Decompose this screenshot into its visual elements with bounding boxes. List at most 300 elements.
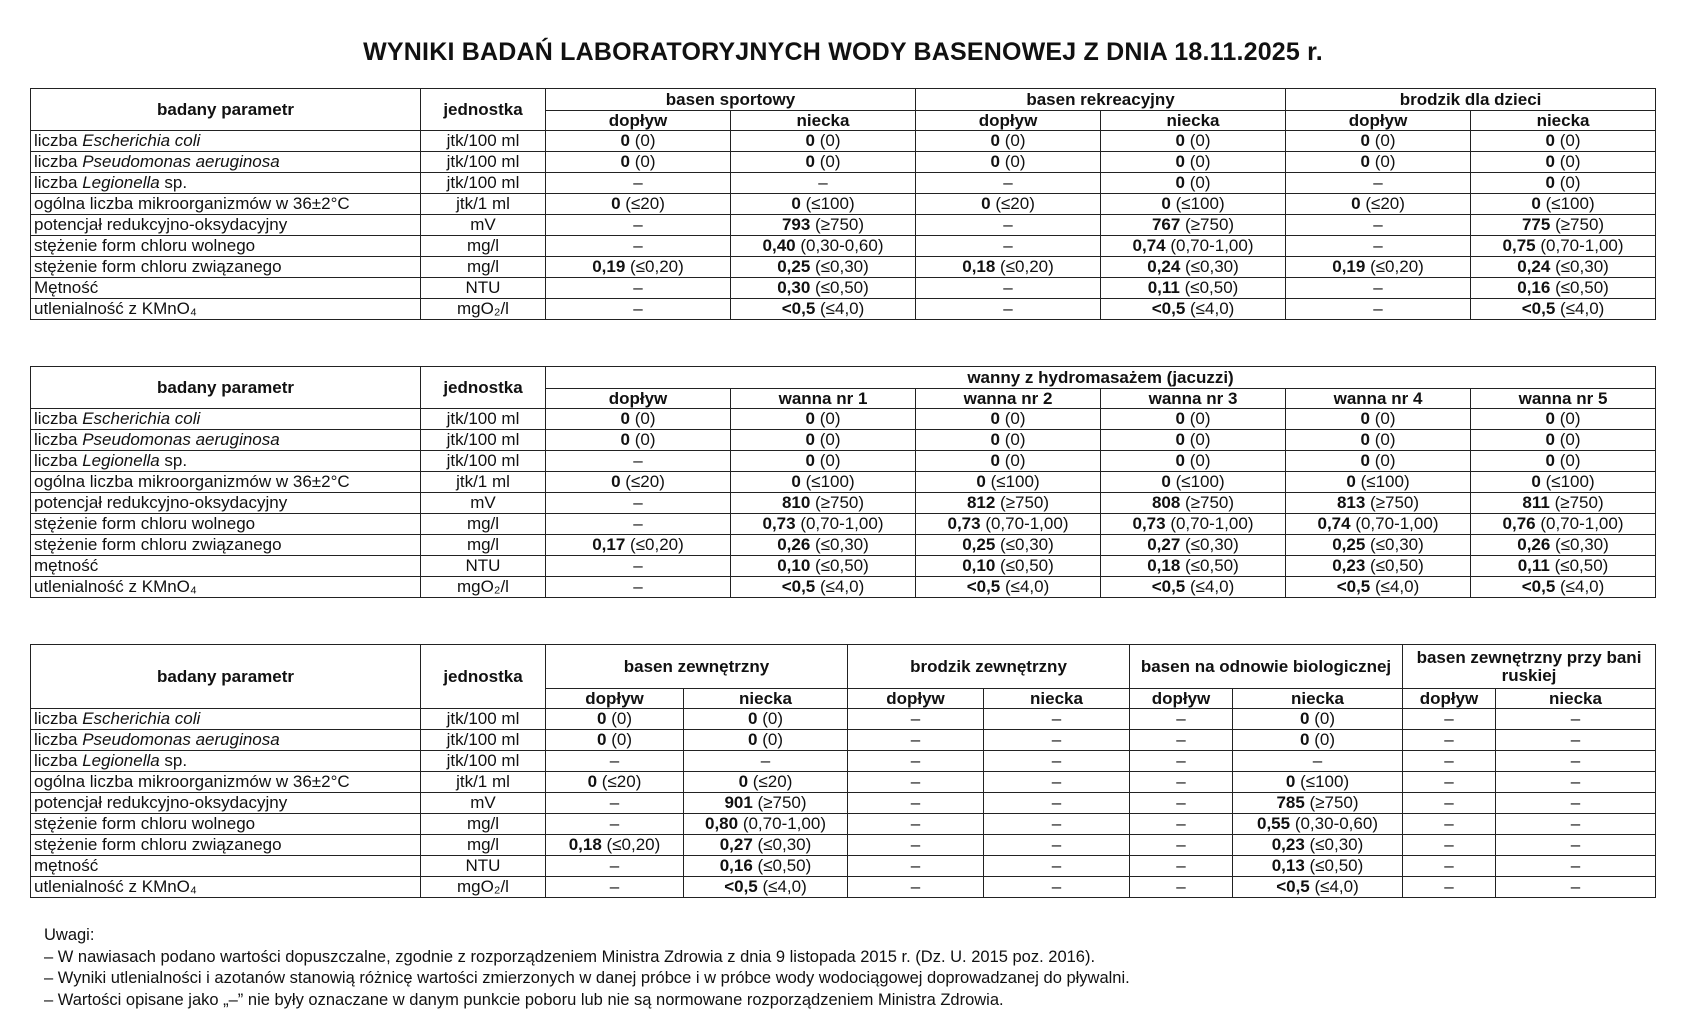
- limit-value: (≤4,0): [815, 577, 865, 596]
- value-cell: [731, 430, 916, 451]
- value-cell: [546, 257, 731, 278]
- limit-value: (≤100): [1355, 472, 1410, 491]
- subcolumn-header: dopływ: [546, 111, 731, 131]
- limit-value: (0): [1555, 152, 1581, 171]
- measured-value: 0: [981, 194, 991, 213]
- limit-value: (0): [1370, 152, 1396, 171]
- value-cell: [731, 535, 916, 556]
- unit-cell: NTU: [421, 278, 546, 299]
- value-cell: [1101, 278, 1286, 299]
- parameter-name: potencjał redukcyjno-oksydacyjny: [34, 793, 288, 812]
- value-cell: [1101, 514, 1286, 535]
- limit-value: –: [1570, 772, 1581, 791]
- parameter-name-suffix: sp.: [159, 751, 188, 770]
- measured-value: 901: [724, 793, 753, 812]
- value-cell: [684, 835, 848, 856]
- parameter-cell: [31, 835, 421, 856]
- value-cell: [1471, 236, 1656, 257]
- limit-value: –: [609, 877, 620, 896]
- table-row: [31, 709, 1656, 730]
- measured-value: 808: [1151, 493, 1181, 512]
- value-cell: [1496, 835, 1656, 856]
- value-cell: [731, 514, 916, 535]
- parameter-cell: [31, 730, 421, 751]
- parameter-cell: [31, 556, 421, 577]
- limit-value: (≤20): [748, 772, 793, 791]
- parameter-cell: [31, 152, 421, 173]
- parameter-name: liczba: [34, 152, 83, 171]
- limit-value: –: [1051, 730, 1062, 749]
- parameter-name: Mętność: [34, 278, 99, 297]
- measured-value: 0: [1531, 472, 1541, 491]
- value-cell: [1403, 730, 1496, 751]
- parameter-name: stężenie form chloru wolnego: [34, 236, 256, 255]
- measured-value: 0: [620, 430, 630, 449]
- group-header: basen zewnętrzny: [546, 645, 848, 689]
- measured-value: 775: [1521, 215, 1551, 234]
- parameter-name: utlenialność z KMnO₄: [34, 877, 197, 896]
- limit-value: (≤100): [800, 472, 855, 491]
- limit-value: (≤20): [990, 194, 1035, 213]
- limit-value: (≤0,50): [1549, 556, 1609, 575]
- limit-value: –: [1570, 709, 1581, 728]
- value-cell: [731, 299, 916, 320]
- value-cell: [848, 709, 984, 730]
- value-cell: [546, 709, 684, 730]
- group-header: brodzik dla dzieci: [1286, 89, 1656, 111]
- table-row: [31, 577, 1656, 598]
- limit-value: –: [1051, 856, 1062, 875]
- subcolumn-header: wanna nr 2: [916, 389, 1101, 409]
- value-cell: [916, 152, 1101, 173]
- value-cell: [1403, 793, 1496, 814]
- limit-value: (0,70-1,00): [1350, 514, 1439, 533]
- parameter-name-italic: Pseudomonas aeruginosa: [82, 430, 280, 449]
- value-cell: [1233, 856, 1403, 877]
- value-cell: [916, 236, 1101, 257]
- measured-value: 0: [1360, 131, 1371, 150]
- parameter-cell: [31, 493, 421, 514]
- value-cell: [1286, 409, 1471, 430]
- parameter-name-suffix: sp.: [159, 451, 188, 470]
- limit-value: (0): [1309, 709, 1335, 728]
- limit-value: (≤0,30): [995, 535, 1054, 554]
- page-title: WYNIKI BADAŃ LABORATORYJNYCH WODY BASENOWEJ Z DNIA 18.11.2025 r.: [363, 38, 1323, 66]
- value-cell: [546, 514, 731, 535]
- measured-value: 0,74: [1132, 236, 1166, 255]
- value-cell: [546, 856, 684, 877]
- subcolumn-header: wanna nr 1: [731, 389, 916, 409]
- group-header: brodzik zewnętrzny: [848, 645, 1130, 689]
- parameter-cell: [31, 173, 421, 194]
- measured-value: 0: [1175, 152, 1185, 171]
- measured-value: 0: [1545, 409, 1555, 428]
- limit-value: –: [1570, 751, 1581, 770]
- value-cell: [848, 877, 984, 898]
- parameter-name-italic: Escherichia coli: [82, 409, 201, 428]
- value-cell: [1471, 131, 1656, 152]
- group-header: basen na odnowie biologicznej: [1130, 645, 1403, 689]
- value-cell: [1286, 556, 1471, 577]
- limit-value: –: [1570, 793, 1581, 812]
- value-cell: [916, 131, 1101, 152]
- value-cell: [1286, 535, 1471, 556]
- value-cell: [848, 772, 984, 793]
- value-cell: [1286, 173, 1471, 194]
- measured-value: 0: [1285, 772, 1296, 791]
- measured-value: 0,23: [1271, 835, 1305, 854]
- limit-value: –: [1003, 236, 1013, 255]
- value-cell: [1233, 772, 1403, 793]
- limit-value: (≤0,20): [625, 257, 684, 276]
- subcolumn-header: wanna nr 4: [1286, 389, 1471, 409]
- value-cell: [1403, 814, 1496, 835]
- value-cell: [1403, 751, 1496, 772]
- limit-value: (0): [814, 430, 841, 449]
- limit-value: (≤20): [597, 772, 642, 791]
- limit-value: –: [1444, 709, 1454, 728]
- limit-value: (≤0,30): [752, 835, 812, 854]
- value-cell: [1471, 493, 1656, 514]
- value-cell: [1233, 814, 1403, 835]
- group-header: basen zewnętrzny przy bani ruskiej: [1403, 645, 1656, 689]
- value-cell: [1101, 236, 1286, 257]
- limit-value: (0): [1555, 409, 1581, 428]
- parameter-cell: [31, 751, 421, 772]
- unit-cell: NTU: [421, 856, 546, 877]
- value-cell: [1403, 856, 1496, 877]
- limit-value: –: [910, 751, 921, 770]
- measured-value: <0,5: [724, 877, 758, 896]
- measured-value: 0: [805, 152, 815, 171]
- value-cell: [1233, 751, 1403, 772]
- subcolumn-header: niecka: [684, 689, 848, 709]
- limit-value: (≤4,0): [1000, 577, 1050, 596]
- limit-value: –: [1176, 793, 1186, 812]
- limit-value: –: [1444, 814, 1454, 833]
- parameter-cell: [31, 215, 421, 236]
- value-cell: [731, 451, 916, 472]
- value-cell: [731, 257, 916, 278]
- limit-value: (≥750): [810, 493, 865, 512]
- limit-value: (≤4,0): [1555, 577, 1605, 596]
- value-cell: [916, 451, 1101, 472]
- unit-cell: mgO₂/l: [421, 299, 546, 320]
- parameter-cell: [31, 577, 421, 598]
- limit-value: –: [1003, 278, 1013, 297]
- value-cell: [1471, 152, 1656, 173]
- header-unit: jednostka: [421, 645, 546, 709]
- limit-value: (0): [629, 430, 656, 449]
- parameter-name: ogólna liczba mikroorganizmów w 36±2°C: [34, 472, 350, 491]
- value-cell: [916, 430, 1101, 451]
- limit-value: (≥750): [1549, 493, 1604, 512]
- value-cell: [916, 493, 1101, 514]
- table-row: [31, 194, 1656, 215]
- limit-value: –: [1051, 835, 1062, 854]
- table-row: [31, 793, 1656, 814]
- value-cell: [1286, 577, 1471, 598]
- limit-value: –: [910, 709, 921, 728]
- measured-value: <0,5: [1151, 299, 1186, 318]
- header-parameter: badany parametr: [31, 89, 421, 131]
- measured-value: 0,10: [962, 556, 996, 575]
- parameter-cell: [31, 772, 421, 793]
- measured-value: 0: [990, 451, 1000, 470]
- limit-value: (0,70-1,00): [1535, 236, 1624, 255]
- value-cell: [1101, 577, 1286, 598]
- value-cell: [1286, 215, 1471, 236]
- value-cell: [546, 430, 731, 451]
- limit-value: (0,70-1,00): [1165, 514, 1254, 533]
- table-row: [31, 173, 1656, 194]
- notes-heading: Uwagi:: [44, 926, 95, 944]
- unit-cell: jtk/1 ml: [421, 772, 546, 793]
- measured-value: 0: [1545, 152, 1556, 171]
- value-cell: [684, 709, 848, 730]
- value-cell: [1471, 472, 1656, 493]
- measured-value: 0: [1360, 409, 1370, 428]
- measured-value: 0: [1175, 451, 1185, 470]
- note-line: – Wartości opisane jako „–” nie były oznaczane w danym punkcie poboru lub nie są normowane rozporządzeniem Ministra Zdrowia.: [44, 990, 1004, 1009]
- parameter-cell: [31, 709, 421, 730]
- value-cell: [984, 835, 1130, 856]
- measured-value: 0,25: [1332, 535, 1366, 554]
- subcolumn-header: niecka: [1101, 111, 1286, 131]
- limit-value: –: [1570, 877, 1581, 896]
- measured-value: 0,19: [1332, 257, 1366, 276]
- notes-section: [44, 925, 1130, 1011]
- limit-value: (≥750): [1304, 793, 1359, 812]
- table-row: [31, 751, 1656, 772]
- unit-cell: mg/l: [421, 535, 546, 556]
- measured-value: 0: [1545, 131, 1556, 150]
- limit-value: (≤0,30): [1550, 535, 1609, 554]
- limit-value: –: [1373, 173, 1383, 192]
- measured-value: 0: [805, 430, 815, 449]
- table-row: [31, 409, 1656, 430]
- parameter-name: stężenie form chloru związanego: [34, 257, 282, 276]
- value-cell: [1286, 257, 1471, 278]
- parameter-name: utlenialność z KMnO₄: [34, 299, 197, 318]
- limit-value: (0): [1000, 131, 1026, 150]
- limit-value: (0): [999, 409, 1026, 428]
- limit-value: (≤0,30): [1180, 257, 1239, 276]
- limit-value: (0): [606, 709, 632, 728]
- value-cell: [546, 152, 731, 173]
- measured-value: 0: [738, 772, 749, 791]
- value-cell: [1101, 451, 1286, 472]
- measured-value: 0,24: [1517, 257, 1551, 276]
- measured-value: 0,80: [705, 814, 739, 833]
- table-row: [31, 430, 1656, 451]
- value-cell: [1233, 730, 1403, 751]
- unit-cell: mg/l: [421, 236, 546, 257]
- limit-value: (≤20): [1360, 194, 1405, 213]
- value-cell: [1403, 835, 1496, 856]
- limit-value: (≤4,0): [1370, 577, 1420, 596]
- parameter-name-italic: Escherichia coli: [82, 709, 201, 728]
- subcolumn-header: dopływ: [1403, 689, 1496, 709]
- measured-value: 767: [1151, 215, 1181, 234]
- subcolumn-header: niecka: [1471, 111, 1656, 131]
- unit-cell: mg/l: [421, 835, 546, 856]
- value-cell: [1286, 194, 1471, 215]
- value-cell: [1130, 793, 1233, 814]
- subcolumn-header: wanna nr 5: [1471, 389, 1656, 409]
- value-cell: [684, 751, 848, 772]
- value-cell: [1286, 451, 1471, 472]
- limit-value: (≤0,30): [1365, 535, 1424, 554]
- unit-cell: jtk/100 ml: [421, 730, 546, 751]
- measured-value: <0,5: [781, 577, 816, 596]
- parameter-cell: [31, 236, 421, 257]
- value-cell: [1403, 877, 1496, 898]
- limit-value: –: [1051, 814, 1062, 833]
- limit-value: (0): [606, 730, 632, 749]
- measured-value: 811: [1522, 493, 1550, 512]
- measured-value: 0,73: [1132, 514, 1166, 533]
- parameter-name-italic: Legionella: [82, 451, 160, 470]
- measured-value: 0,24: [1147, 257, 1181, 276]
- value-cell: [1471, 278, 1656, 299]
- value-cell: [731, 152, 916, 173]
- measured-value: 0: [597, 730, 607, 749]
- value-cell: [916, 514, 1101, 535]
- unit-cell: mgO₂/l: [421, 577, 546, 598]
- measured-value: <0,5: [1151, 577, 1186, 596]
- measured-value: 0,11: [1517, 556, 1550, 575]
- limit-value: –: [1444, 772, 1454, 791]
- measured-value: 0: [805, 409, 815, 428]
- parameter-name: liczba: [34, 173, 83, 192]
- value-cell: [916, 215, 1101, 236]
- value-cell: [984, 814, 1130, 835]
- measured-value: 0: [1161, 472, 1171, 491]
- limit-value: (0): [814, 152, 841, 171]
- value-cell: [1101, 194, 1286, 215]
- measured-value: 0,27: [719, 835, 753, 854]
- measured-value: 0: [1161, 194, 1171, 213]
- subcolumn-header: dopływ: [546, 689, 684, 709]
- value-cell: [1233, 793, 1403, 814]
- limit-value: –: [633, 577, 643, 596]
- results-table-jacuzzi: [30, 366, 1656, 598]
- parameter-cell: [31, 472, 421, 493]
- limit-value: –: [633, 278, 643, 297]
- parameter-name: utlenialność z KMnO₄: [34, 577, 197, 596]
- limit-value: (0,30-0,60): [795, 236, 884, 255]
- measured-value: 0: [1175, 131, 1185, 150]
- limit-value: (0): [1000, 152, 1026, 171]
- value-cell: [1130, 772, 1233, 793]
- parameter-name: mętność: [34, 556, 99, 575]
- value-cell: [1471, 514, 1656, 535]
- header-unit: jednostka: [421, 89, 546, 131]
- unit-cell: jtk/100 ml: [421, 751, 546, 772]
- parameter-cell: [31, 877, 421, 898]
- measured-value: 0: [1175, 409, 1185, 428]
- value-cell: [984, 709, 1130, 730]
- measured-value: 812: [966, 493, 996, 512]
- measured-value: 0,73: [762, 514, 796, 533]
- parameter-name: stężenie form chloru wolnego: [34, 814, 256, 833]
- limit-value: (≤0,50): [1304, 856, 1364, 875]
- value-cell: [684, 877, 848, 898]
- value-cell: [984, 730, 1130, 751]
- value-cell: [1496, 856, 1656, 877]
- value-cell: [546, 835, 684, 856]
- parameter-name-italic: Legionella: [82, 173, 160, 192]
- measured-value: 0: [805, 451, 815, 470]
- limit-value: –: [1373, 299, 1383, 318]
- limit-value: (≤0,50): [752, 856, 812, 875]
- value-cell: [1101, 131, 1286, 152]
- limit-value: (≤4,0): [1555, 299, 1605, 318]
- parameter-name: stężenie form chloru związanego: [34, 535, 282, 554]
- limit-value: –: [910, 835, 921, 854]
- table-row: [31, 493, 1656, 514]
- limit-value: (0): [814, 409, 841, 428]
- measured-value: 0: [1360, 451, 1370, 470]
- measured-value: 0: [990, 152, 1000, 171]
- unit-cell: mgO₂/l: [421, 877, 546, 898]
- value-cell: [848, 835, 984, 856]
- value-cell: [1471, 409, 1656, 430]
- value-cell: [1496, 751, 1656, 772]
- value-cell: [984, 772, 1130, 793]
- measured-value: 0,55: [1257, 814, 1291, 833]
- table-row: [31, 299, 1656, 320]
- header-unit: jednostka: [421, 367, 546, 409]
- measured-value: 0: [1175, 173, 1185, 192]
- limit-value: (≤0,50): [995, 556, 1054, 575]
- measured-value: 0: [748, 709, 758, 728]
- measured-value: 0: [1346, 472, 1356, 491]
- header-parameter: badany parametr: [31, 367, 421, 409]
- measured-value: 0,18: [568, 835, 602, 854]
- limit-value: –: [633, 299, 643, 318]
- value-cell: [1471, 299, 1656, 320]
- parameter-name: ogólna liczba mikroorganizmów w 36±2°C: [34, 772, 350, 791]
- measured-value: 0,75: [1502, 236, 1536, 255]
- value-cell: [684, 730, 848, 751]
- parameter-cell: [31, 131, 421, 152]
- subcolumn-header: dopływ: [1130, 689, 1233, 709]
- limit-value: –: [1003, 299, 1013, 318]
- value-cell: [1101, 152, 1286, 173]
- parameter-name: ogólna liczba mikroorganizmów w 36±2°C: [34, 194, 350, 213]
- value-cell: [916, 278, 1101, 299]
- measured-value: 0: [620, 131, 630, 150]
- note-line: – Wyniki utlenialności i azotanów stanowią różnicę wartości zmierzonych w danej próbce i w próbce wody wodociągowej doprowadzanej do pływalni.: [44, 969, 1130, 987]
- limit-value: (≤20): [620, 472, 665, 491]
- limit-value: (0): [999, 451, 1026, 470]
- value-cell: [1130, 877, 1233, 898]
- value-cell: [546, 472, 731, 493]
- subcolumn-header: niecka: [731, 111, 916, 131]
- value-cell: [1286, 493, 1471, 514]
- limit-value: –: [633, 215, 643, 234]
- value-cell: [1101, 535, 1286, 556]
- table-row: [31, 278, 1656, 299]
- parameter-name: liczba: [34, 730, 83, 749]
- measured-value: 0,18: [962, 257, 996, 276]
- value-cell: [916, 299, 1101, 320]
- value-cell: [546, 814, 684, 835]
- measured-value: 0,26: [1517, 535, 1551, 554]
- measured-value: 0,16: [719, 856, 753, 875]
